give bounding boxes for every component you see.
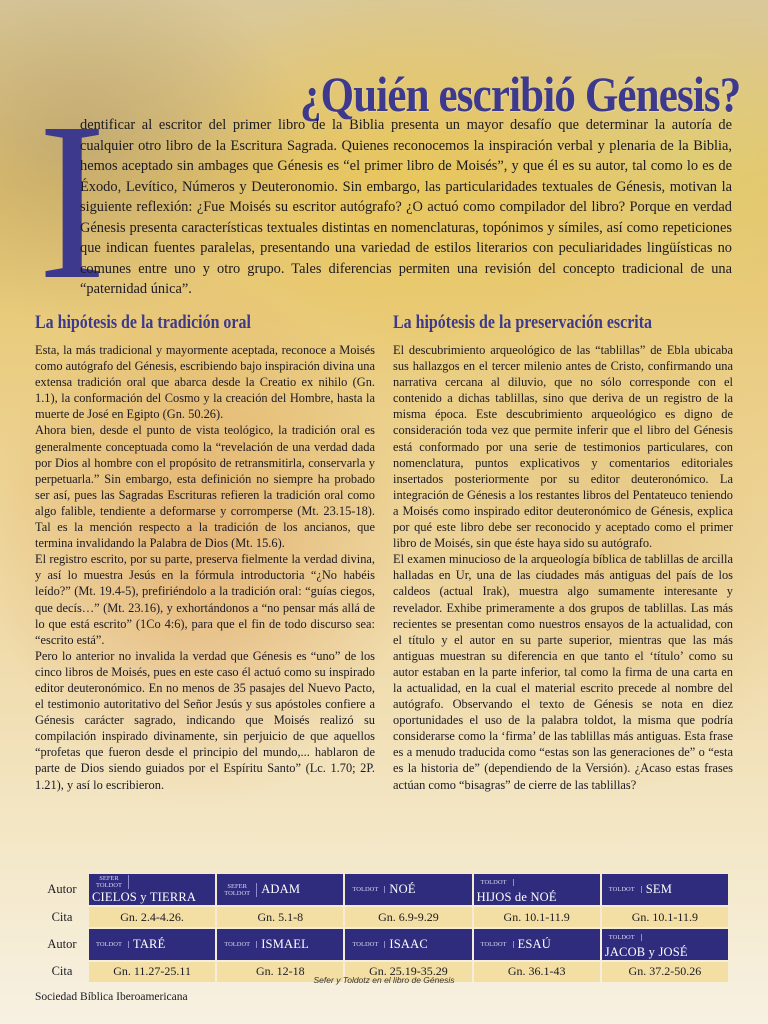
toldot-tag: TOLDOT [348,941,385,948]
author-name: HIJOS de NOÉ [476,889,557,904]
author-cell [474,874,600,905]
author-cell [217,929,343,960]
intro-paragraph: dentificar al escritor del primer libro de la Biblia presenta un mayor desafío que determinar la autoría de cualquier otro libro de la Escritura Sagrada. Quienes reconocemos la inspiración verbal y plenaria de la Biblia, hemos aceptado sin ambages que Génesis es “el primer libro de Moisés”, y que él es su autor, tal como lo es de Éxodo, Levítico, Números y Deuteronomio. Sin embargo, las particularidades textuales de Génesis, motivan la siguiente reflexión: ¿Fue Moisés su escritor autógrafo? ¿O actuó como compilador del libro? Porque en verdad Génesis presenta características textuales distintas en nomenclaturas, topónimos y símiles, así como repeticiones que indican fuentes paralelas, presentando una variedad de estilos literarios con peculiaridades lingüísticas no comunes entre uno y otro grupo. Tales diferencias permiten una revisión del concepto tradicional de una “paternidad única”. [80,117,732,297]
left-paragraph-3: El registro escrito, por su parte, preserva fielmente la verdad divina, y así lo muestra Jesús en la fórmula introductoria “¿No habéis leído?” (Mt. 19.4-5), prefiriéndolo a la tradición oral: “guías ciegos, que decís…” (Mt. 23.16), y exhortándonos a “no pensar más allá de lo que está escrito” (1Co 4:6), para que el fin de todo discurso sea: “escrito está”. [35,552,375,647]
cita-cell: Gn. 10.1-11.9 [602,907,728,927]
author-name: SEM [645,882,673,897]
drop-cap: I [38,76,106,326]
cita-cell: Gn. 2.4-4.26. [89,907,215,927]
author-cell [345,929,471,960]
right-paragraph-2: El examen minucioso de la arqueología bíblica de tablillas de arcilla halladas en Ur, una de las ciudades más antiguas del país de los caldeos (actual Irak), muestra algo sumamente interesante y revelador. Exhibe primeramente a dos grupos de tablillas. Las más recientes se presentan como nuestros ensayos de la actualidad, con el título y el autor en su parte superior, mientras que las más antiguas muestran su diferencia en que tanto el ‘título’ como su autor estaban en la parte inferior, tal como la firma de una carta en la actualidad, en la cual el material escrito precede al nombre del autógrafo. Observando el texto de Génesis se nota en diez oportunidades el uso de la palabra toldot, la misma que podría considerarse como la ‘firma’ de las tablillas más antiguas. Esta frase es a menudo traducida como “estas son las generaciones de” o “esta es la historia de” (dependiendo de la Versión). ¿Acaso estas frases actúan como “bisagras” de cierre de las tablillas? [393,552,733,792]
author-cell [474,929,600,960]
right-paragraph-1: El descubrimiento arqueológico de las “tablillas” de Ebla ubicaba sus hallazgos en el tercer milenio antes de Cristo, confirmando una narrativa cercana al diluvio, que no sólo corresponde con el contenido a dichas tablillas, sino que deriva de un registro de la misma época. Este descubrimiento arqueológico es digno de consideración toda vez que permite inferir que el libro del Génesis está conformado por una serie de testimonios particulares, con nomenclatura, puntos explicativos y comentarios editoriales insertados posteriormente por su editor deuteronómico. La integración de Génesis a los restantes libros del Pentateuco teniendo a Moisés como inspirado editor deuteronómico de Génesis, explica por qué este libro debe ser reconocido y aceptado como el primer libro de Moisés, sin que éste haya sido su autógrafo. [393,343,733,551]
left-paragraph-2: Ahora bien, desde el punto de vista teológico, la tradición oral es generalmente conceptuada como la “revelación de una verdad dada por Dios al hombre con el propósito de retransmitirla, conservarla y perpetuarla.” Sin embargo, esta definición no siempre ha probado ser así, pues las Sagradas Escrituras refieren la tradición oral como algo falible, tendiente a deformarse y corromperse (Mt. 23.15-18). Tal es la mención respecto a la tradición de los ancianos, que termina invalidando la Palabra de Dios (Mt. 15.6). [35,423,375,551]
table-row [37,929,728,960]
toldot-tag: TOLDOT [477,941,514,948]
author-cell [89,874,215,905]
author-cell [89,929,215,960]
table-row [37,907,728,927]
left-section-title: La hipótesis de la tradición oral [35,312,251,333]
toldot-table [35,872,730,984]
cita-cell: Gn. 25.19-35.29 [345,962,471,982]
toldot-tag: TOLDOT [348,886,385,893]
author-label: Autor [47,936,77,951]
cita-cell: Gn. 12-18 [217,962,343,982]
right-section-title: La hipótesis de la preservación escrita [393,312,653,333]
cita-cell: Gn. 11.27-25.11 [89,962,215,982]
toldot-table-grid [35,872,730,984]
cita-cell: Gn. 10.1-11.9 [474,907,600,927]
left-paragraph-4: Pero lo anterior no invalida la verdad que Génesis es “uno” de los cinco libros de Moisés, pues en este caso él actuó como su inspirado editor deuteronómico. En no menos de 35 pasajes del Nuevo Pacto, el testimonio autoritativo del Señor Jesús y sus apóstoles confiere a Génesis carácter sagrado, indicando que Moisés realizó su compilación inspirado divinamente, sin perjuicio de que aquellos “profetas que fueron desde el principio del mundo,... hablaron de parte de Dios siendo guiados por el Espíritu Santo” (Lc. 1.70; 2P. 1.21), y así lo escribieron. [35,648,375,792]
cita-cell: Gn. 36.1-43 [474,962,600,982]
author-name: ISAAC [389,937,428,952]
author-cell [602,874,728,905]
cita-label: Cita [51,964,73,979]
author-label: Autor [47,882,77,896]
author-name: NOÉ [389,882,416,897]
toldot-tag: TOLDOT [92,941,129,948]
table-row [37,874,728,905]
author-name: ISMAEL [261,937,309,952]
cita-label: Cita [51,909,73,924]
author-name: TARÉ [133,937,166,952]
author-name: ADAM [261,882,301,897]
sefer-toldot-tag: SEFER TOLDOT [92,875,129,889]
author-cell [602,929,728,960]
toldot-tag: TOLDOT [605,886,642,893]
article-headline: ¿Quién escribió Génesis? [300,65,741,122]
author-name: CIELOS y TIERRA [92,890,197,904]
toldot-tag: TOLDOT [220,941,257,948]
publisher-footer: Sociedad Bíblica Iberoamericana [35,991,188,1003]
cita-cell: Gn. 5.1-8 [217,907,343,927]
cita-cell: Gn. 6.9-9.29 [345,907,471,927]
author-name: JACOB y JOSÉ [604,944,688,959]
toldot-tag: TOLDOT [605,934,642,941]
sefer-toldot-tag: SEFER TOLDOT [220,883,257,897]
toldot-tag: TOLDOT [477,879,514,886]
left-column [35,342,375,857]
table-caption: Sefer y Toldotz en el libro de Génesis [313,975,455,985]
right-column [393,342,733,857]
author-name: ESAÚ [517,937,552,952]
author-cell [217,874,343,905]
author-cell [345,874,471,905]
left-paragraph-1: Esta, la más tradicional y mayormente aceptada, reconoce a Moisés como autógrafo del Génesis, escribiendo bajo inspiración divina una extensa tradición oral que abarca desde la Creatio ex nihilo (Gn. 1.1), la conformación del Cosmo y la creación del Hombre, hasta la muerte de José en Egipto (Gn. 50.26). [35,343,375,422]
cita-cell: Gn. 37.2-50.26 [602,962,728,982]
